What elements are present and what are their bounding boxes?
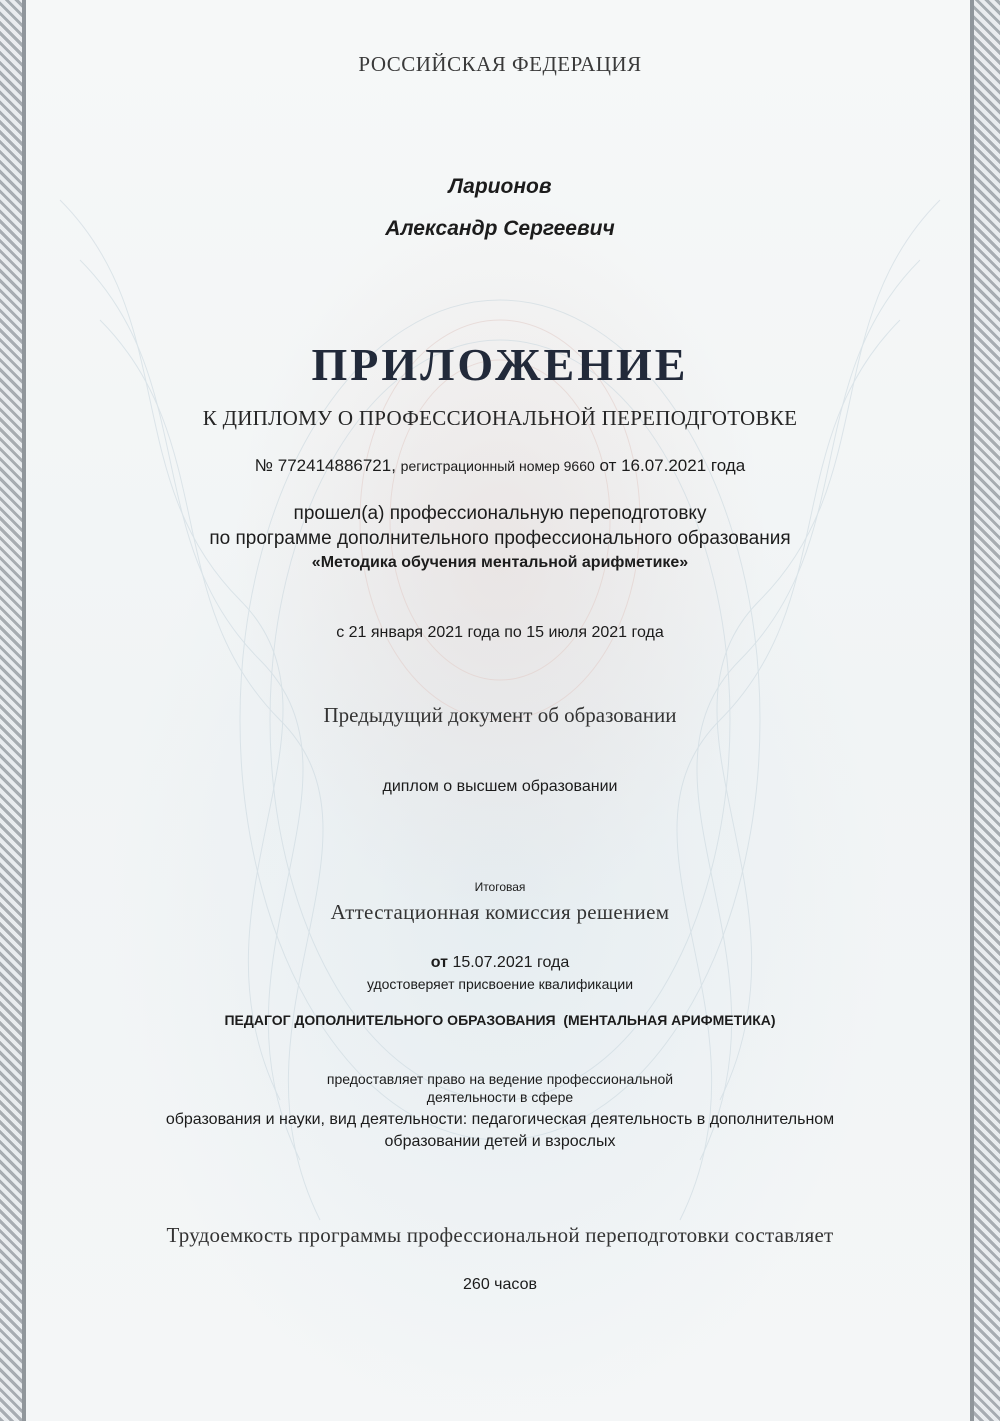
program-name: «Методика обучения ментальной арифметике» bbox=[311, 554, 689, 571]
labor-intensity-label: Трудоемкость программы профессиональной переподготовки составляет bbox=[166, 1223, 834, 1247]
program-hours: 260 часов bbox=[463, 1276, 537, 1293]
program-line: по программе дополнительного профессионального образования bbox=[209, 528, 791, 549]
issue-date: от 16.07.2021 года bbox=[599, 456, 746, 475]
final-label: Итоговая bbox=[474, 880, 526, 894]
rights-line-3: образования и науки, вид деятельности: педагогическая деятельность в дополнительном bbox=[165, 1111, 835, 1128]
country-heading: РОССИЙСКАЯ ФЕДЕРАЦИЯ bbox=[358, 52, 642, 76]
registration-number: регистрационный номер 9660 bbox=[400, 458, 595, 474]
document-title: ПРИЛОЖЕНИЕ bbox=[311, 339, 689, 390]
decision-date: 15.07.2021 года bbox=[452, 954, 570, 971]
commission-label: Аттестационная комиссия решением bbox=[330, 900, 670, 924]
previous-document-value: диплом о высшем образовании bbox=[382, 778, 618, 795]
document-subtitle: К ДИПЛОМУ О ПРОФЕССИОНАЛЬНОЙ ПЕРЕПОДГОТОВКЕ bbox=[202, 406, 798, 430]
study-period: с 21 января 2021 года по 15 июля 2021 года bbox=[336, 624, 664, 641]
previous-document-label: Предыдущий документ об образовании bbox=[323, 703, 677, 727]
diploma-number: № 772414886721, bbox=[254, 456, 396, 475]
diploma-number-line bbox=[0, 456, 1000, 476]
qualification: ПЕДАГОГ ДОПОЛНИТЕЛЬНОГО ОБРАЗОВАНИЯ (МЕНТАЛЬНАЯ АРИФМЕТИКА) bbox=[224, 1012, 776, 1028]
decision-prefix: от bbox=[430, 954, 448, 971]
completed-text: прошел(а) профессиональную переподготовку bbox=[293, 503, 707, 524]
holder-name: Александр Сергеевич bbox=[385, 217, 615, 240]
rights-line-2: деятельности в сфере bbox=[426, 1089, 574, 1105]
rights-line-4: образовании детей и взрослых bbox=[384, 1133, 616, 1150]
holder-surname: Ларионов bbox=[448, 175, 552, 198]
decision-date-line bbox=[0, 954, 1000, 972]
rights-line-1: предоставляет право на ведение профессиональной bbox=[326, 1071, 674, 1087]
certifies-text: удостоверяет присвоение квалификации bbox=[366, 976, 634, 992]
